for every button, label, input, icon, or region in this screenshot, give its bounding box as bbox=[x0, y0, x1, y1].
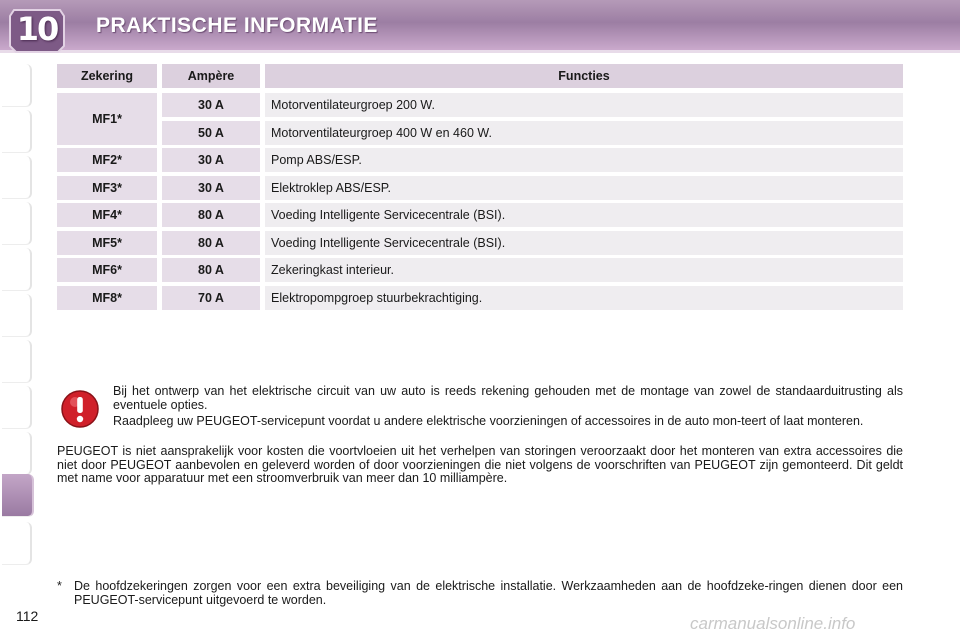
table-cell-function: Motorventilateurgroep 400 W en 460 W. bbox=[265, 121, 903, 145]
chapter-side-tabs bbox=[0, 64, 34, 574]
table-cell-ampere: 80 A bbox=[162, 203, 260, 227]
liability-paragraph: PEUGEOT is niet aansprakelijk voor kosten die voortvloeien uit het verhelpen van storingen veroorzaakt door het monteren van extra accessoires die niet door PEUGEOT aanbevolen en geleverd worden of door voorzieningen die niet volgens de voorschriften van PEUGEOT zijn gemonteerd. Dit geldt met name voor apparatuur met een stroomverbruik van meer dan 10 milliampère. bbox=[57, 444, 903, 485]
side-tab-10-active[interactable] bbox=[2, 474, 34, 517]
chapter-badge bbox=[8, 6, 66, 56]
warning-paragraph: Raadpleeg uw PEUGEOT-servicepunt voordat u andere elektrische voorzieningen of accessoires in de auto mon-teert of laat monteren. bbox=[113, 414, 864, 428]
table-cell-fuse: MF3* bbox=[57, 176, 157, 200]
side-tab-9[interactable] bbox=[2, 432, 32, 475]
table-cell-function: Motorventilateurgroep 200 W. bbox=[265, 93, 903, 117]
table-cell-ampere: 50 A bbox=[162, 121, 260, 145]
side-tab-2[interactable] bbox=[2, 110, 32, 153]
side-tab-7[interactable] bbox=[2, 340, 32, 383]
side-tab-4[interactable] bbox=[2, 202, 32, 245]
header-fuse: Zekering bbox=[57, 64, 157, 88]
table-cell-function: Voeding Intelligente Servicecentrale (BSI). bbox=[265, 203, 903, 227]
table-cell-ampere: 70 A bbox=[162, 286, 260, 310]
side-tab-8[interactable] bbox=[2, 386, 32, 429]
watermark: carmanualsonline.info bbox=[690, 614, 856, 633]
side-tab-6[interactable] bbox=[2, 294, 32, 337]
table-cell-ampere: 30 A bbox=[162, 176, 260, 200]
header-ampere: Ampère bbox=[162, 64, 260, 88]
table-cell-fuse: MF4* bbox=[57, 203, 157, 227]
exclamation-warning-icon bbox=[60, 389, 100, 429]
footnote-marker: * bbox=[57, 579, 62, 593]
table-cell-function: Elektroklep ABS/ESP. bbox=[265, 176, 903, 200]
page-number: 112 bbox=[16, 608, 39, 624]
footnote bbox=[57, 580, 903, 607]
table-cell-fuse: MF8* bbox=[57, 286, 157, 310]
table-cell-function: Zekeringkast interieur. bbox=[265, 258, 903, 282]
chapter-number: 10 bbox=[16, 10, 58, 48]
table-cell-ampere: 80 A bbox=[162, 231, 260, 255]
table-cell-fuse: MF2* bbox=[57, 148, 157, 172]
footnote-text: De hoofdzekeringen zorgen voor een extra beveiliging van de elektrische installatie. Werkzaamheden aan de hoofdzeke-ringen dienen door een PEUGEOT-servicepunt uitgevoerd te worden. bbox=[74, 579, 903, 607]
table-cell-ampere: 30 A bbox=[162, 93, 260, 117]
side-tab-11[interactable] bbox=[2, 522, 32, 565]
table-cell-ampere: 80 A bbox=[162, 258, 260, 282]
table-cell-fuse: MF1* bbox=[57, 93, 157, 145]
table-cell-ampere: 30 A bbox=[162, 148, 260, 172]
side-tab-3[interactable] bbox=[2, 156, 32, 199]
page-title: PRAKTISCHE INFORMATIE bbox=[96, 14, 378, 37]
side-tab-5[interactable] bbox=[2, 248, 32, 291]
header-divider bbox=[0, 50, 960, 53]
side-tab-1[interactable] bbox=[2, 64, 32, 107]
table-cell-fuse: MF5* bbox=[57, 231, 157, 255]
table-cell-function: Voeding Intelligente Servicecentrale (BSI). bbox=[265, 231, 903, 255]
header-functions: Functies bbox=[265, 64, 903, 88]
table-cell-function: Elektropompgroep stuurbekrachtiging. bbox=[265, 286, 903, 310]
table-cell-function: Pomp ABS/ESP. bbox=[265, 148, 903, 172]
table-cell-fuse: MF6* bbox=[57, 258, 157, 282]
warning-text bbox=[113, 385, 903, 432]
warning-paragraph: Bij het ontwerp van het elektrische circuit van uw auto is reeds rekening gehouden met de montage van zowel de standaarduitrusting als eventuele opties. bbox=[113, 384, 903, 412]
